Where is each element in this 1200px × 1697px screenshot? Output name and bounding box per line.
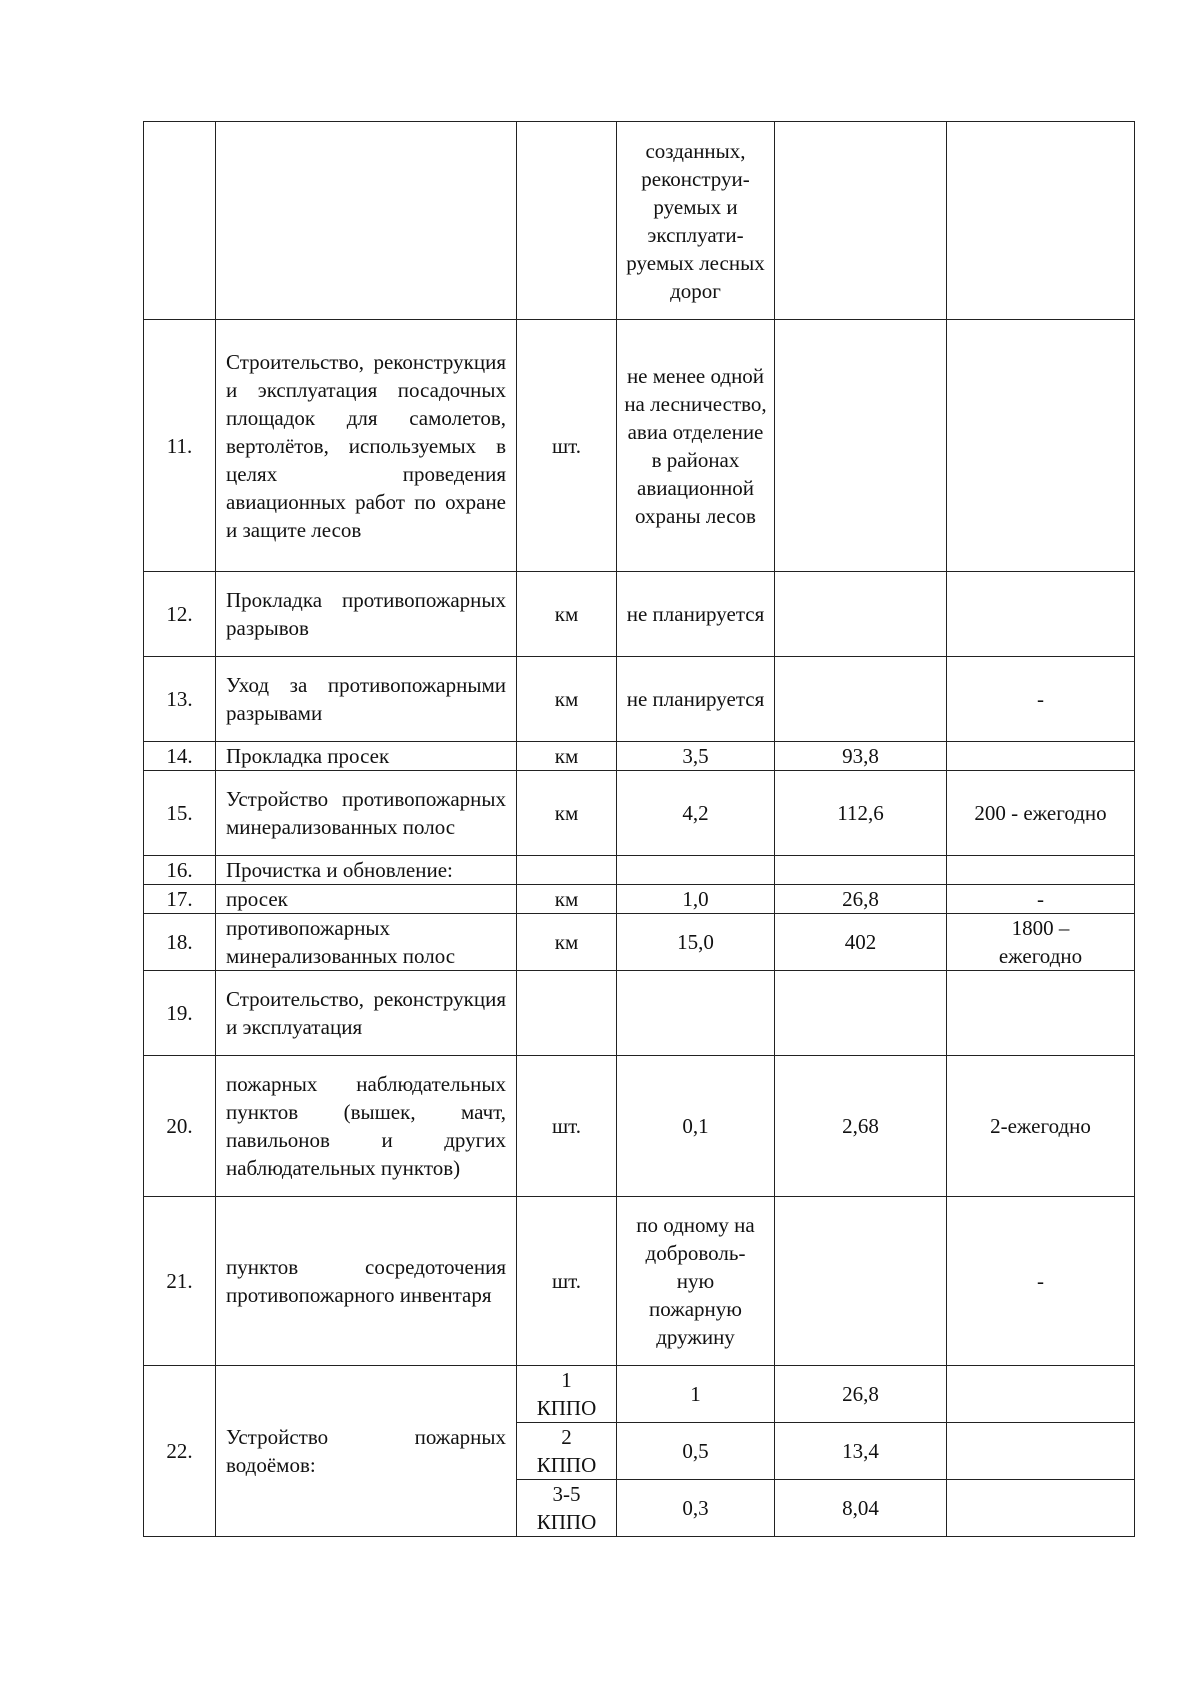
measure-name: Уход за противопожарными разрывами (216, 657, 517, 742)
row-number: 12. (144, 572, 216, 657)
note-cell (947, 1423, 1135, 1480)
note-cell (947, 320, 1135, 572)
unit-cell: км (517, 914, 617, 971)
norm-cell: по одному на доброволь-ную пожарную дружину (617, 1197, 775, 1366)
row-number: 17. (144, 885, 216, 914)
quantity-cell: 26,8 (775, 885, 947, 914)
row-number (144, 122, 216, 320)
measure-name: Устройство пожарных водоёмов: (216, 1366, 517, 1537)
note-cell: - (947, 1197, 1135, 1366)
unit-cell: 1 КППО (517, 1366, 617, 1423)
fire-prevention-measures-table (143, 121, 1135, 1537)
norm-cell (617, 856, 775, 885)
table-row (144, 1056, 1135, 1197)
note-cell (947, 572, 1135, 657)
row-number: 11. (144, 320, 216, 572)
note-cell (947, 971, 1135, 1056)
table-row (144, 1366, 1135, 1423)
norm-cell: 4,2 (617, 771, 775, 856)
unit-cell: шт. (517, 1197, 617, 1366)
row-number: 13. (144, 657, 216, 742)
table-row (144, 1197, 1135, 1366)
norm-cell: 3,5 (617, 742, 775, 771)
note-cell (947, 1366, 1135, 1423)
quantity-cell: 402 (775, 914, 947, 971)
norm-cell: 1 (617, 1366, 775, 1423)
note-cell: 200 - ежегодно (947, 771, 1135, 856)
note-cell (947, 1480, 1135, 1537)
unit-cell: км (517, 657, 617, 742)
table-row (144, 914, 1135, 971)
note-cell: - (947, 657, 1135, 742)
quantity-cell (775, 657, 947, 742)
unit-cell: шт. (517, 1056, 617, 1197)
quantity-cell (775, 572, 947, 657)
measure-name: Прокладка просек (216, 742, 517, 771)
note-cell: - (947, 885, 1135, 914)
note-cell (947, 742, 1135, 771)
unit-cell (517, 971, 617, 1056)
table-row (144, 742, 1135, 771)
row-number: 18. (144, 914, 216, 971)
norm-cell (617, 971, 775, 1056)
measure-name: Строительство, реконструкция и эксплуатация посадочных площадок для самолетов, вертолётов, используемых в целях проведения авиационных работ по охране и защите лесов (216, 320, 517, 572)
note-cell (947, 122, 1135, 320)
unit-cell (517, 856, 617, 885)
table-row (144, 320, 1135, 572)
quantity-cell (775, 122, 947, 320)
norm-cell: 0,3 (617, 1480, 775, 1537)
row-number: 22. (144, 1366, 216, 1537)
quantity-cell: 8,04 (775, 1480, 947, 1537)
note-cell: 1800 – ежегодно (947, 914, 1135, 971)
unit-cell (517, 122, 617, 320)
norm-cell: 0,5 (617, 1423, 775, 1480)
quantity-cell: 2,68 (775, 1056, 947, 1197)
table-row (144, 122, 1135, 320)
quantity-cell: 26,8 (775, 1366, 947, 1423)
row-number: 15. (144, 771, 216, 856)
unit-cell: 3-5 КППО (517, 1480, 617, 1537)
norm-cell: не менее одной на лесничество, авиа отделение в районах авиационной охраны лесов (617, 320, 775, 572)
table-row (144, 572, 1135, 657)
quantity-cell (775, 1197, 947, 1366)
quantity-cell (775, 856, 947, 885)
measure-name: просек (216, 885, 517, 914)
norm-cell: не планируется (617, 657, 775, 742)
table-row (144, 856, 1135, 885)
unit-cell: 2 КППО (517, 1423, 617, 1480)
row-number: 21. (144, 1197, 216, 1366)
quantity-cell: 112,6 (775, 771, 947, 856)
quantity-cell (775, 971, 947, 1056)
measure-name: пожарных наблюдательных пунктов (вышек, мачт, павильонов и других наблюдательных пунктов) (216, 1056, 517, 1197)
measure-name: Прочистка и обновление: (216, 856, 517, 885)
norm-cell: созданных, реконструи-руемых и эксплуати-руемых лесных дорог (617, 122, 775, 320)
quantity-cell: 93,8 (775, 742, 947, 771)
quantity-cell (775, 320, 947, 572)
unit-cell: км (517, 742, 617, 771)
measure-name: пунктов сосредоточения противопожарного инвентаря (216, 1197, 517, 1366)
quantity-cell: 13,4 (775, 1423, 947, 1480)
unit-cell: км (517, 771, 617, 856)
measure-name: Строительство, реконструкция и эксплуатация (216, 971, 517, 1056)
unit-cell: км (517, 885, 617, 914)
note-cell: 2-ежегодно (947, 1056, 1135, 1197)
row-number: 20. (144, 1056, 216, 1197)
measure-name: Устройство противопожарных минерализованных полос (216, 771, 517, 856)
row-number: 14. (144, 742, 216, 771)
measure-name (216, 122, 517, 320)
norm-cell: 1,0 (617, 885, 775, 914)
norm-cell: 15,0 (617, 914, 775, 971)
table-row (144, 971, 1135, 1056)
row-number: 16. (144, 856, 216, 885)
row-number: 19. (144, 971, 216, 1056)
norm-cell: 0,1 (617, 1056, 775, 1197)
norm-cell: не планируется (617, 572, 775, 657)
measure-name: противопожарных минерализованных полос (216, 914, 517, 971)
unit-cell: км (517, 572, 617, 657)
table-row (144, 657, 1135, 742)
note-cell (947, 856, 1135, 885)
table-row (144, 885, 1135, 914)
unit-cell: шт. (517, 320, 617, 572)
table-row (144, 771, 1135, 856)
measure-name: Прокладка противопожарных разрывов (216, 572, 517, 657)
